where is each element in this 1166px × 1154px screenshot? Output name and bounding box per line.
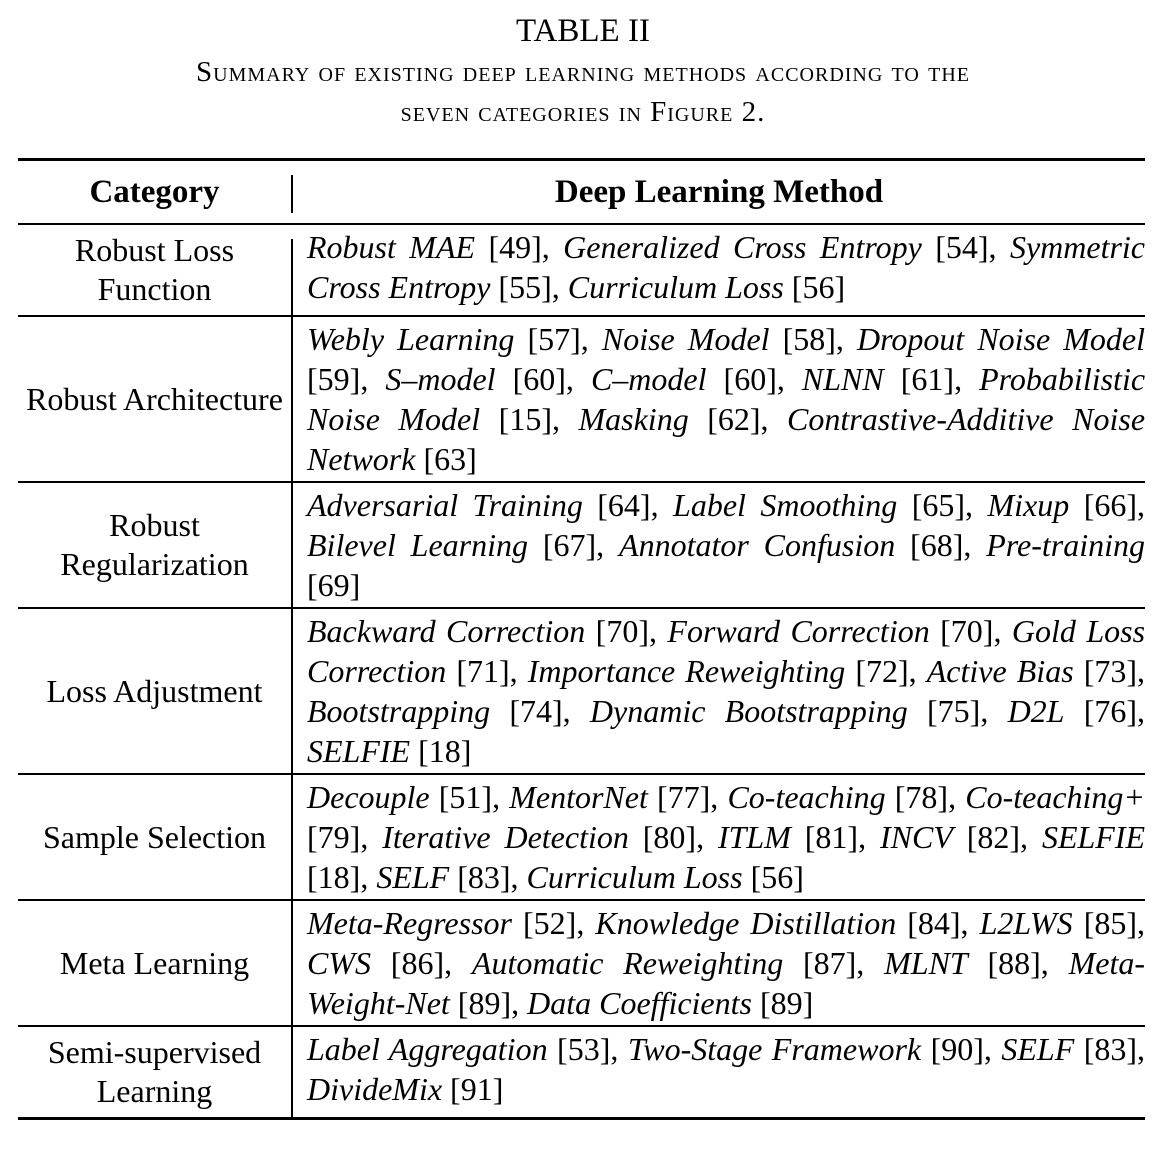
category-cell: Loss Adjustment (46, 672, 263, 709)
method-ref: [74], (490, 693, 590, 729)
method-name: Data Coefficients (527, 985, 752, 1021)
table-label: TABLE II (516, 13, 650, 49)
method-name: Annotator Confusion (619, 527, 896, 563)
method-ref: [83], (449, 859, 527, 895)
method-name: Symmetric Cross Entropy (307, 229, 1145, 305)
method-ref: [60], (706, 361, 802, 397)
table-body (18, 225, 1145, 1117)
method-name: Mixup (987, 487, 1070, 523)
method-name: C–model (590, 361, 707, 397)
method-name: Pre-training (986, 527, 1146, 563)
method-cell (293, 317, 1145, 481)
method-name: SELFIE (1041, 819, 1146, 855)
method-name: Bilevel Learning (307, 527, 529, 563)
method-ref: [75], (907, 693, 1008, 729)
method-cell (293, 483, 1145, 607)
method-ref: [88], (967, 945, 1069, 981)
method-name: Probabilistic Noise Model (307, 361, 1146, 437)
method-name: ITLM (717, 819, 791, 855)
method-ref: [70], (585, 613, 668, 649)
method-ref: [82], (952, 819, 1042, 855)
category-cell: Robust Loss Function (74, 232, 235, 307)
method-name: Iterative Detection (382, 819, 629, 855)
method-ref: [54], (921, 229, 1010, 265)
category-cell: Robust Regularization (60, 507, 249, 582)
method-ref: [76], (1064, 693, 1146, 729)
method-name: Co-teaching (727, 779, 886, 815)
method-ref: [77], (647, 779, 728, 815)
method-ref: [89], (449, 985, 528, 1021)
method-ref: [89] (751, 985, 814, 1021)
method-name: DivideMix (307, 1071, 443, 1107)
method-ref: [86], (371, 945, 472, 981)
methods-table (18, 158, 1145, 1120)
caption-line-1: Summary of existing deep learning methods according to the (196, 56, 970, 88)
method-ref: [64], (582, 487, 674, 523)
method-name: SELF (1001, 1031, 1075, 1067)
method-name: L2LWS (979, 905, 1073, 941)
table-header (18, 161, 1145, 225)
category-cell: Robust Architecture (26, 380, 283, 417)
method-ref: [78], (885, 779, 966, 815)
method-ref: [87], (783, 945, 885, 981)
table-row (18, 225, 1145, 317)
method-ref: [84], (896, 905, 980, 941)
method-ref: [73], (1073, 653, 1146, 689)
method-name: Label Aggregation (307, 1031, 548, 1067)
method-name: Forward Correction (667, 613, 930, 649)
method-ref: [53], (547, 1031, 628, 1067)
table-row (18, 483, 1145, 609)
method-name: Masking (578, 401, 689, 437)
method-ref: [91] (442, 1071, 504, 1107)
method-name: Meta-Regressor (307, 905, 512, 941)
method-name: Robust MAE (307, 229, 476, 265)
method-cell (293, 775, 1145, 899)
method-ref: [68], (895, 527, 987, 563)
method-name: Meta-Weight-Net (307, 945, 1146, 1021)
method-ref: [51], (429, 779, 510, 815)
method-name: Dynamic Bootstrapping (589, 693, 908, 729)
header-method: Deep Learning Method (554, 173, 884, 210)
method-ref: [61], (883, 361, 980, 397)
method-name: Dropout Noise Model (857, 321, 1146, 357)
method-name: MentorNet (509, 779, 648, 815)
table-row (18, 901, 1145, 1027)
method-ref: [56] (742, 859, 804, 895)
method-name: NLNN (801, 361, 884, 397)
method-ref: [15], (480, 401, 579, 437)
method-ref: [60], (495, 361, 591, 397)
method-name: D2L (1007, 693, 1065, 729)
method-ref: [49], (475, 229, 564, 265)
method-name: Active Bias (926, 653, 1074, 689)
method-ref: [18], (307, 859, 377, 895)
method-name: Knowledge Distillation (595, 905, 897, 941)
table-row (18, 775, 1145, 901)
method-ref: [18] (410, 733, 472, 769)
category-cell: Semi-supervised Learning (47, 1034, 262, 1109)
method-ref: [70], (929, 613, 1012, 649)
method-ref: [63] (415, 441, 477, 477)
method-ref: [85], (1072, 905, 1146, 941)
method-name: Two-Stage Framework (627, 1031, 922, 1067)
method-name: Noise Model (601, 321, 770, 357)
method-ref: [79], (307, 819, 383, 855)
method-name: Label Smoothing (673, 487, 898, 523)
method-cell (293, 225, 1145, 315)
method-name: Importance Reweighting (527, 653, 846, 689)
method-ref: [83], (1074, 1031, 1146, 1067)
method-name: Generalized Cross Entropy (563, 229, 922, 265)
method-name: Adversarial Training (307, 487, 583, 523)
method-ref: [57], (514, 321, 602, 357)
method-ref: [80], (628, 819, 718, 855)
method-name: Bootstrapping (307, 693, 491, 729)
table-caption (0, 52, 1166, 132)
method-ref: [58], (769, 321, 857, 357)
method-name: Co-teaching+ (965, 779, 1145, 815)
category-cell: Sample Selection (42, 818, 267, 855)
method-name: SELF (376, 859, 450, 895)
method-ref: [55], (490, 269, 568, 305)
method-cell (293, 1027, 1145, 1117)
caption-line-2: seven categories in Figure 2. (400, 96, 766, 128)
method-ref: [71], (446, 653, 528, 689)
method-ref: [72], (845, 653, 927, 689)
method-ref: [56] (783, 269, 846, 305)
method-cell (293, 609, 1145, 773)
method-name: INCV (879, 819, 953, 855)
method-name: S–model (385, 361, 496, 397)
method-name: Curriculum Loss (567, 269, 784, 305)
method-ref: [59], (307, 361, 386, 397)
method-name: Webly Learning (307, 321, 515, 357)
method-name: CWS (307, 945, 371, 981)
method-ref: [90], (921, 1031, 1002, 1067)
method-name: Contrastive-Additive Noise Network (307, 401, 1146, 477)
method-ref: [65], (897, 487, 988, 523)
category-cell: Meta Learning (59, 944, 250, 981)
header-category: Category (89, 173, 220, 210)
table-row (18, 317, 1145, 483)
method-ref: [69] (307, 567, 361, 603)
method-name: MLNT (884, 945, 968, 981)
method-name: SELFIE (307, 733, 411, 769)
method-ref: [67], (528, 527, 620, 563)
method-ref: [81], (790, 819, 880, 855)
method-name: Curriculum Loss (526, 859, 743, 895)
method-ref: [62], (688, 401, 788, 437)
method-name: Backward Correction (307, 613, 586, 649)
method-ref: [52], (511, 905, 596, 941)
method-name: Automatic Reweighting (471, 945, 784, 981)
method-name: Gold Loss Correction (307, 613, 1146, 689)
method-cell (293, 901, 1145, 1025)
method-ref: [66], (1069, 487, 1145, 523)
table-row (18, 1027, 1145, 1117)
table-row (18, 609, 1145, 775)
method-name: Decouple (307, 779, 430, 815)
